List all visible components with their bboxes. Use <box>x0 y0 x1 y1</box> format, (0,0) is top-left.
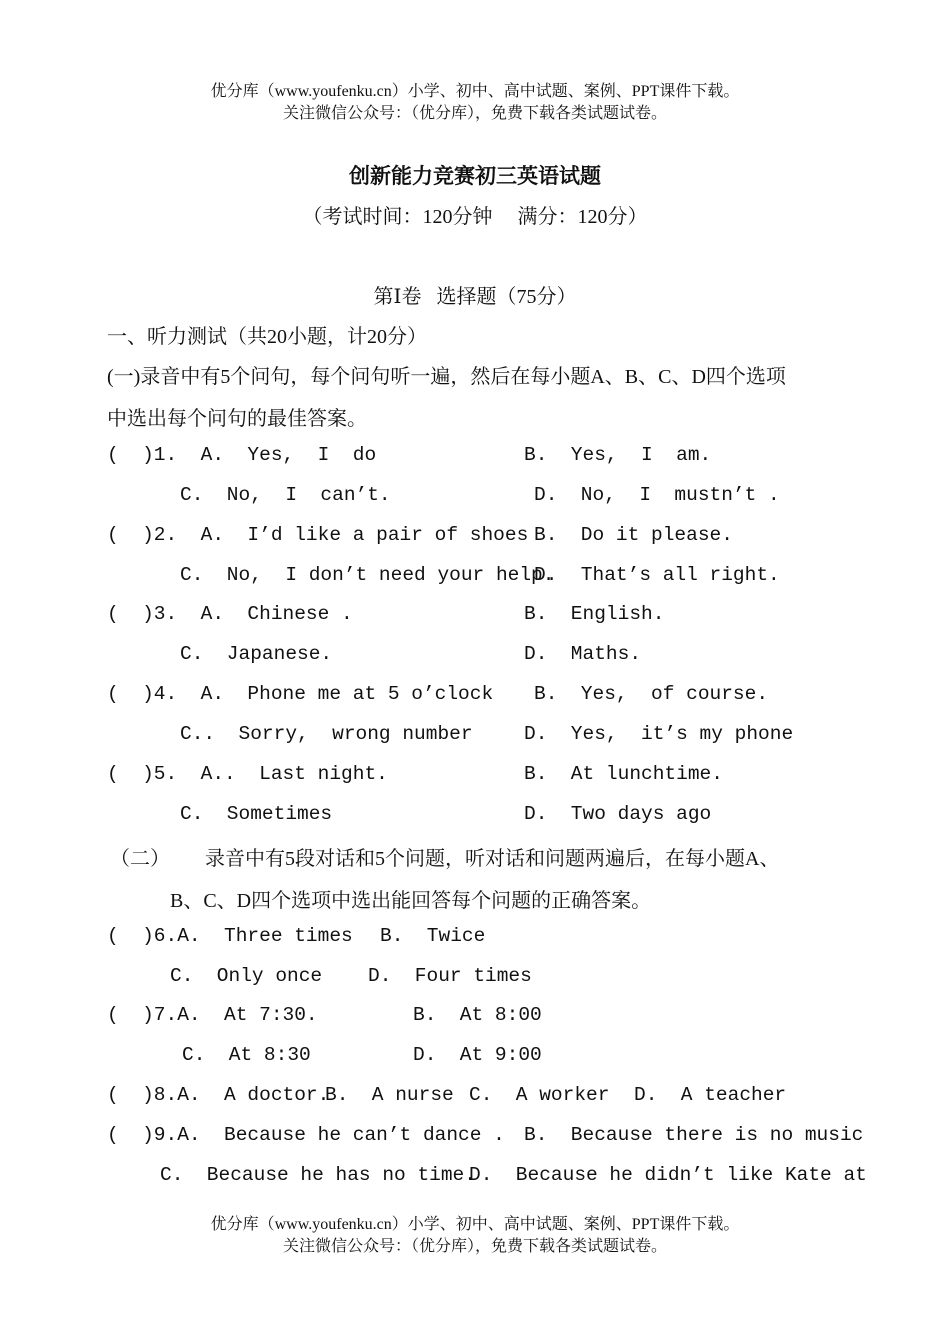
question-5-stem: ( )5. A.. Last night. <box>107 763 388 785</box>
question-9-option-c: C. Because he has no time. <box>160 1164 476 1186</box>
question-5-option-d: D. Two days ago <box>524 803 712 825</box>
header-line-1: 优分库（www.youfenku.cn）小学、初中、高中试题、案例、PPT课件下载。 <box>210 83 740 100</box>
question-8-option-c: C. A worker <box>469 1084 610 1106</box>
question-5-option-b: B. At lunchtime. <box>524 763 723 785</box>
question-3-option-b: B. English. <box>524 603 665 625</box>
question-7-stem: ( )7.A. At 7:30. <box>107 1004 318 1026</box>
sub2-label: （二） <box>110 848 170 870</box>
footer-line-2: 关注微信公众号：（优分库），免费下载各类试题试卷。 <box>282 1238 667 1255</box>
question-3-stem: ( )3. A. Chinese . <box>107 603 353 625</box>
question-8-stem: ( )8.A. A doctor. <box>107 1084 330 1106</box>
question-7-option-b: B. At 8:00 <box>413 1004 542 1026</box>
section1-heading: 一、听力测试（共20小题，计20分） <box>107 326 427 348</box>
sub2-instruction-line2: B、C、D四个选项中选出能回答每个问题的正确答案。 <box>170 890 652 912</box>
question-4-option-c: C.. Sorry, wrong number <box>180 723 473 745</box>
question-4-option-d: D. Yes, it’s my phone <box>524 723 794 745</box>
question-6-option-c: C. Only once <box>170 965 323 987</box>
question-7-option-c: C. At 8:30 <box>182 1044 311 1066</box>
question-1-stem: ( )1. A. Yes, I do <box>107 444 377 466</box>
question-3-option-c: C. Japanese. <box>180 643 333 665</box>
question-9-option-b: B. Because there is no music <box>524 1124 864 1146</box>
footer-line-1: 优分库（www.youfenku.cn）小学、初中、高中试题、案例、PPT课件下载。 <box>210 1216 740 1233</box>
question-3-option-d: D. Maths. <box>524 643 642 665</box>
question-2-stem: ( )2. A. I’d like a pair of shoes <box>107 524 529 546</box>
sub2-instruction-line1: 录音中有5段对话和5个问题，听对话和问题两遍后，在每小题A、 <box>205 848 780 870</box>
question-4-stem: ( )4. A. Phone me at 5 o’clock <box>107 683 494 705</box>
question-6-stem: ( )6.A. Three times <box>107 925 353 947</box>
sub1-instruction-line2: 中选出每个问句的最佳答案。 <box>107 408 367 430</box>
question-2-option-d: D. That’s all right. <box>534 564 780 586</box>
question-2-option-b: B. Do it please. <box>534 524 733 546</box>
question-2-option-c: C. No, I don’t need your help. <box>180 564 555 586</box>
question-1-option-d: D. No, I mustn’t . <box>534 484 780 506</box>
sub1-instruction-line1: (一)录音中有5个问句，每个问句听一遍，然后在每小题A、B、C、D四个选项 <box>107 366 786 388</box>
question-5-option-c: C. Sometimes <box>180 803 333 825</box>
question-8-option-b: B. A nurse <box>325 1084 454 1106</box>
exam-info: （考试时间：120分钟 满分：120分） <box>302 206 648 228</box>
question-6-option-b: B. Twice <box>380 925 486 947</box>
question-6-option-d: D. Four times <box>368 965 532 987</box>
question-1-option-b: B. Yes, I am. <box>524 444 712 466</box>
question-8-option-d: D. A teacher <box>634 1084 787 1106</box>
question-9-option-d: D. Because he didn’t like Kate at <box>469 1164 867 1186</box>
question-1-option-c: C. No, I can’t. <box>180 484 391 506</box>
page-title: 创新能力竞赛初三英语试题 <box>349 164 601 188</box>
question-7-option-d: D. At 9:00 <box>413 1044 542 1066</box>
part1-heading: 第Ⅰ卷 选择题（75分） <box>373 286 577 308</box>
question-9-stem: ( )9.A. Because he can’t dance . <box>107 1124 505 1146</box>
header-line-2: 关注微信公众号：（优分库），免费下载各类试题试卷。 <box>282 105 667 122</box>
question-4-option-b: B. Yes, of course. <box>534 683 769 705</box>
